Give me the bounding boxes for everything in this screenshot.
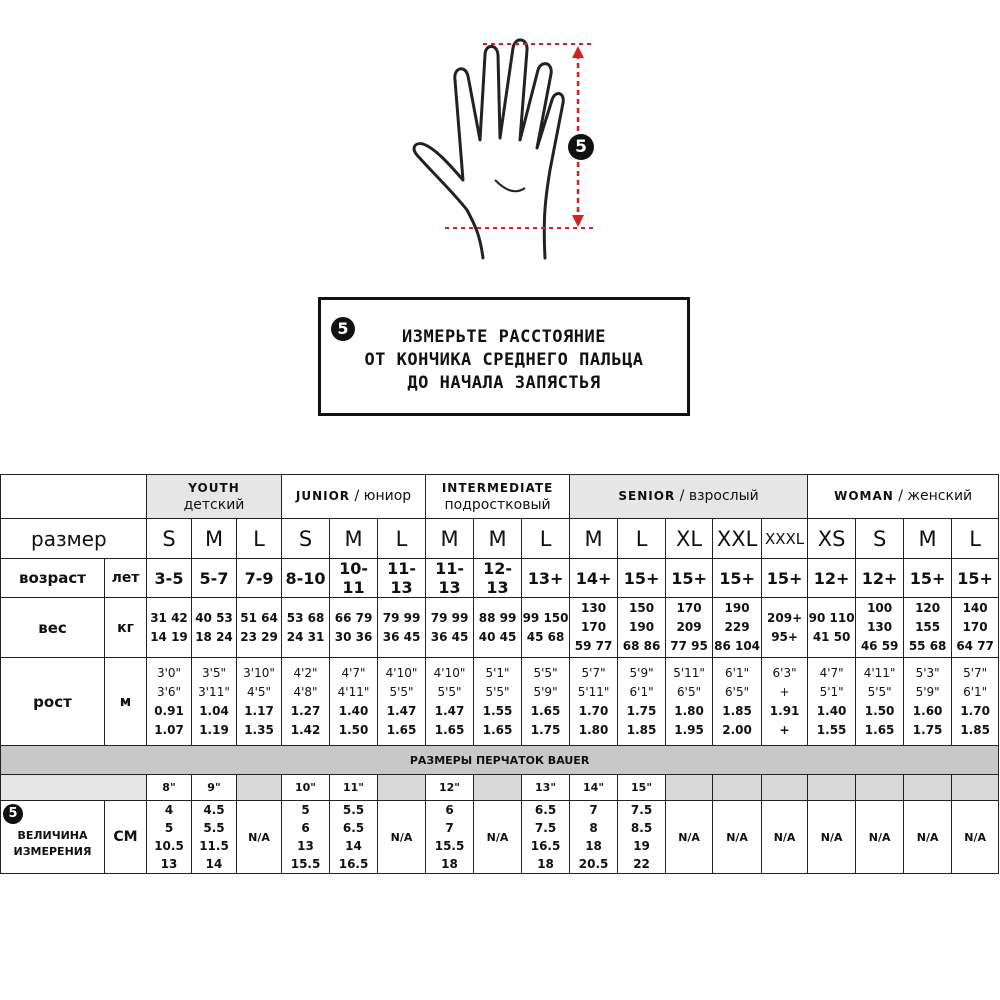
- age-cell: 15+: [713, 559, 762, 598]
- cell-line: 16.5: [530, 839, 561, 853]
- cell-line: 5'1": [819, 684, 844, 699]
- measurement-row: [1, 801, 999, 874]
- measurement-cell: [522, 801, 570, 874]
- height-unit: м: [105, 658, 147, 746]
- cell-line: 1.27: [290, 703, 321, 718]
- cell-line: 6'1": [963, 684, 988, 699]
- cell-line: 5'5": [437, 684, 462, 699]
- cell-line: 15.5: [434, 839, 465, 853]
- glove-size-cell: 8": [147, 775, 192, 801]
- cell-line: 22: [633, 857, 650, 871]
- cell-line: 1.50: [338, 722, 369, 737]
- age-cell: 15+: [904, 559, 952, 598]
- size-cell: XXXL: [762, 519, 808, 559]
- glove-size-cell: [808, 775, 856, 801]
- cell-line: 5'3": [915, 665, 940, 680]
- weight-cell: [237, 598, 282, 658]
- instruction-badge: 5: [331, 317, 355, 341]
- cell-line: 4'10": [385, 665, 418, 680]
- cell-line: 120 155: [915, 601, 941, 634]
- size-cell: M: [426, 519, 474, 559]
- cell-line: 1.65: [530, 703, 561, 718]
- age-cell: 15+: [762, 559, 808, 598]
- cell-line: 51 64: [240, 610, 278, 625]
- measurement-cell: N/A: [666, 801, 713, 874]
- cell-line: 7.5: [630, 803, 653, 817]
- cell-line: 5'5": [389, 684, 414, 699]
- cell-line: 6: [301, 821, 310, 835]
- size-cell: XS: [808, 519, 856, 559]
- cell-line: 6: [445, 803, 454, 817]
- glove-row-label: [1, 775, 147, 801]
- weight-cell: [378, 598, 426, 658]
- cell-line: 1.40: [338, 703, 369, 718]
- glove-size-cell: [237, 775, 282, 801]
- cell-line: 6'5": [677, 684, 702, 699]
- cell-line: 14: [345, 839, 362, 853]
- cell-line: 5'7": [581, 665, 606, 680]
- glove-size-cell: 14": [570, 775, 618, 801]
- cell-line: 1.75: [530, 722, 561, 737]
- measurement-cell: N/A: [762, 801, 808, 874]
- cell-line: 1.47: [434, 703, 465, 718]
- height-cell: [666, 658, 713, 746]
- cell-line: 6'1": [629, 684, 654, 699]
- cell-line: 13: [297, 839, 314, 853]
- height-cell: [282, 658, 330, 746]
- cell-line: 14: [205, 857, 223, 871]
- cell-line: 86 104: [714, 639, 761, 653]
- cell-line: 99 150: [522, 610, 569, 625]
- cell-line: 5.5: [342, 803, 365, 817]
- height-cell: [378, 658, 426, 746]
- cell-line: 5'9": [533, 684, 558, 699]
- cell-line: 1.65: [482, 722, 513, 737]
- group-header-row: [1, 475, 999, 519]
- weight-row: [1, 598, 999, 658]
- cell-line: 6'1": [725, 665, 750, 680]
- cell-line: 24 31: [286, 629, 325, 644]
- glove-size-row: [1, 775, 999, 801]
- weight-cell: [147, 598, 192, 658]
- cell-line: 90 110: [808, 610, 855, 625]
- cell-line: 209+: [767, 610, 803, 625]
- measurement-label: 5 ВЕЛИЧИНА ИЗМЕРЕНИЯ: [1, 801, 105, 874]
- cell-line: +: [779, 684, 790, 699]
- measurement-cell: [426, 801, 474, 874]
- cell-line: 68 86: [622, 639, 661, 653]
- instruction-line-1: ИЗМЕРЬТЕ РАССТОЯНИЕ: [402, 327, 606, 347]
- cell-line: 5'5": [867, 684, 892, 699]
- weight-cell: [330, 598, 378, 658]
- cell-line: 4'10": [433, 665, 466, 680]
- measurement-cell: [192, 801, 237, 874]
- cell-line: 1.42: [290, 722, 321, 737]
- cell-line: 95+: [771, 629, 798, 644]
- height-cell: [808, 658, 856, 746]
- age-cell: 7-9: [237, 559, 282, 598]
- instruction-box: [318, 297, 690, 416]
- measurement-badge: 5: [568, 134, 594, 160]
- age-cell: 12-13: [474, 559, 522, 598]
- cell-line: 5: [164, 821, 174, 835]
- cell-line: 1.35: [244, 722, 274, 737]
- size-cell: M: [474, 519, 522, 559]
- weight-cell: [713, 598, 762, 658]
- weight-cell: [904, 598, 952, 658]
- cell-line: 1.55: [482, 703, 513, 718]
- size-cell: M: [904, 519, 952, 559]
- cell-line: 41 50: [812, 629, 851, 644]
- group-junior: JUNIOR / юниор: [282, 475, 426, 519]
- cell-line: 15.5: [290, 857, 321, 871]
- weight-cell: [666, 598, 713, 658]
- cell-line: 4'11": [863, 665, 896, 680]
- height-cell: [522, 658, 570, 746]
- measurement-row-badge: 5: [3, 804, 23, 824]
- cell-line: 59 77: [574, 639, 613, 653]
- cell-line: 8: [589, 821, 598, 835]
- size-cell: S: [856, 519, 904, 559]
- measurement-cell: N/A: [952, 801, 999, 874]
- height-cell: [147, 658, 192, 746]
- age-cell: 3-5: [147, 559, 192, 598]
- cell-line: 7: [445, 821, 454, 835]
- cell-line: 79 99: [382, 610, 421, 625]
- glove-size-cell: [713, 775, 762, 801]
- cell-line: 77 95: [670, 639, 708, 653]
- measurement-cell: N/A: [237, 801, 282, 874]
- cell-line: 1.55: [816, 722, 847, 737]
- age-cell: 12+: [808, 559, 856, 598]
- size-cell: M: [192, 519, 237, 559]
- measurement-cell: N/A: [808, 801, 856, 874]
- weight-unit: кг: [105, 598, 147, 658]
- cell-line: 18 24: [195, 629, 233, 644]
- cell-line: 16.5: [338, 857, 369, 871]
- cell-line: 14 19: [150, 629, 188, 644]
- age-cell: 10-11: [330, 559, 378, 598]
- cell-line: 5'1": [485, 665, 510, 680]
- cell-line: 1.85: [626, 722, 657, 737]
- cell-line: 140 170: [962, 601, 988, 634]
- cell-line: 170 209: [676, 601, 702, 634]
- size-cell: L: [952, 519, 999, 559]
- cell-line: 1.65: [386, 722, 417, 737]
- cell-line: 13: [160, 857, 178, 871]
- age-cell: 15+: [666, 559, 713, 598]
- cell-line: 20.5: [578, 857, 609, 871]
- weight-cell: [808, 598, 856, 658]
- height-cell: [713, 658, 762, 746]
- age-unit: лет: [105, 559, 147, 598]
- cell-line: 4'11": [337, 684, 370, 699]
- cell-line: 5'11": [673, 665, 705, 680]
- glove-size-cell: [856, 775, 904, 801]
- cell-line: 1.19: [199, 722, 229, 737]
- cell-line: 5'5": [533, 665, 558, 680]
- cell-line: 100 130: [867, 601, 893, 634]
- size-chart-table: [0, 474, 999, 874]
- cell-line: +: [779, 722, 790, 737]
- cell-line: 55 68: [908, 639, 947, 653]
- cell-line: 5: [301, 803, 310, 817]
- measurement-cell: N/A: [856, 801, 904, 874]
- height-cell: [474, 658, 522, 746]
- cell-line: 130 170: [581, 601, 607, 634]
- size-row: [1, 519, 999, 559]
- measurement-cell: N/A: [904, 801, 952, 874]
- cell-line: 190 229: [724, 601, 750, 634]
- measurement-cell: [570, 801, 618, 874]
- measurement-unit: СМ: [105, 801, 147, 874]
- cell-line: 1.17: [244, 703, 274, 718]
- age-cell: 14+: [570, 559, 618, 598]
- cell-line: 11.5: [199, 839, 229, 853]
- size-cell: M: [570, 519, 618, 559]
- cell-line: 1.80: [674, 703, 704, 718]
- age-cell: 5-7: [192, 559, 237, 598]
- size-cell: L: [237, 519, 282, 559]
- size-cell: M: [330, 519, 378, 559]
- banner-row: [1, 746, 999, 775]
- cell-line: 10.5: [154, 839, 184, 853]
- cell-line: 18: [441, 857, 458, 871]
- cell-line: 5'9": [915, 684, 940, 699]
- measurement-cell: N/A: [474, 801, 522, 874]
- cell-line: 6'3": [772, 665, 797, 680]
- size-cell: XXL: [713, 519, 762, 559]
- group-woman: WOMAN / женский: [808, 475, 999, 519]
- weight-cell: [282, 598, 330, 658]
- glove-size-cell: 15": [618, 775, 666, 801]
- cell-line: 1.07: [154, 722, 184, 737]
- cell-line: 3'6": [156, 684, 182, 699]
- cell-line: 1.75: [626, 703, 657, 718]
- cell-line: 1.65: [864, 722, 895, 737]
- glove-size-cell: 11": [330, 775, 378, 801]
- cell-line: 7: [589, 803, 598, 817]
- cell-line: 3'0": [156, 665, 182, 680]
- cell-line: 30 36: [334, 629, 373, 644]
- measurement-cell: N/A: [378, 801, 426, 874]
- glove-size-cell: [952, 775, 999, 801]
- glove-size-cell: [904, 775, 952, 801]
- height-cell: [952, 658, 999, 746]
- weight-cell: [762, 598, 808, 658]
- hand-measurement-diagram: [395, 30, 625, 270]
- cell-line: 45 68: [526, 629, 565, 644]
- measurement-cell: [282, 801, 330, 874]
- cell-line: 2.00: [722, 722, 752, 737]
- age-row: [1, 559, 999, 598]
- glove-size-cell: 13": [522, 775, 570, 801]
- cell-line: 5'11": [577, 684, 610, 699]
- cell-line: 5'7": [963, 665, 988, 680]
- cell-line: 1.95: [674, 722, 704, 737]
- size-cell: L: [618, 519, 666, 559]
- cell-line: 1.04: [199, 703, 229, 718]
- cell-line: 6.5: [342, 821, 365, 835]
- size-label: размер: [1, 519, 147, 559]
- cell-line: 36 45: [382, 629, 421, 644]
- age-label: возраст: [1, 559, 105, 598]
- glove-size-cell: 9": [192, 775, 237, 801]
- measurement-cell: [147, 801, 192, 874]
- cell-line: 4: [164, 803, 174, 817]
- height-cell: [570, 658, 618, 746]
- cell-line: 1.85: [722, 703, 752, 718]
- age-cell: 15+: [618, 559, 666, 598]
- cell-line: 3'11": [198, 684, 230, 699]
- cell-line: 18: [537, 857, 554, 871]
- height-cell: [237, 658, 282, 746]
- cell-line: 4'8": [293, 684, 318, 699]
- weight-cell: [952, 598, 999, 658]
- cell-line: 79 99: [430, 610, 469, 625]
- cell-line: 18: [585, 839, 602, 853]
- size-cell: S: [282, 519, 330, 559]
- cell-line: 6.5: [534, 803, 557, 817]
- cell-line: 8.5: [630, 821, 653, 835]
- instruction-line-3: ДО НАЧАЛА ЗАПЯСТЬЯ: [407, 373, 601, 393]
- height-cell: [762, 658, 808, 746]
- glove-size-cell: [474, 775, 522, 801]
- cell-line: 1.40: [816, 703, 847, 718]
- cell-line: 23 29: [240, 629, 278, 644]
- age-cell: 11-13: [426, 559, 474, 598]
- measurement-cell: [618, 801, 666, 874]
- arrow-up-icon: [572, 46, 584, 58]
- cell-line: 1.85: [960, 722, 990, 737]
- cell-line: 40 53: [195, 610, 233, 625]
- height-cell: [618, 658, 666, 746]
- size-cell: L: [522, 519, 570, 559]
- cell-line: 1.70: [578, 703, 609, 718]
- arrow-down-icon: [572, 215, 584, 227]
- cell-line: 3'10": [243, 665, 275, 680]
- group-youth: YOUTH детский: [147, 475, 282, 519]
- weight-cell: [570, 598, 618, 658]
- cell-line: 40 45: [478, 629, 517, 644]
- bauer-glove-banner: РАЗМЕРЫ ПЕРЧАТОК BAUER: [1, 746, 999, 775]
- corner-cell: [1, 475, 147, 519]
- cell-line: 6'5": [725, 684, 750, 699]
- cell-line: 4.5: [203, 803, 225, 817]
- age-cell: 15+: [952, 559, 999, 598]
- cell-line: 19: [633, 839, 650, 853]
- weight-cell: [474, 598, 522, 658]
- age-cell: 12+: [856, 559, 904, 598]
- cell-line: 31 42: [150, 610, 188, 625]
- cell-line: 7.5: [534, 821, 557, 835]
- cell-line: 4'7": [819, 665, 844, 680]
- weight-cell: [192, 598, 237, 658]
- cell-line: 1.65: [434, 722, 465, 737]
- height-cell: [856, 658, 904, 746]
- cell-line: 46 59: [860, 639, 899, 653]
- age-cell: 11-13: [378, 559, 426, 598]
- measurement-cell: N/A: [713, 801, 762, 874]
- group-intermediate: INTERMEDIATE подростковый: [426, 475, 570, 519]
- cell-line: 4'2": [293, 665, 318, 680]
- cell-line: 36 45: [430, 629, 469, 644]
- glove-size-cell: [666, 775, 713, 801]
- height-cell: [426, 658, 474, 746]
- cell-line: 1.47: [386, 703, 417, 718]
- cell-line: 88 99: [478, 610, 517, 625]
- cell-line: 1.50: [864, 703, 895, 718]
- glove-size-cell: [378, 775, 426, 801]
- weight-cell: [856, 598, 904, 658]
- instruction-line-2: ОТ КОНЧИКА СРЕДНЕГО ПАЛЬЦА: [364, 350, 644, 370]
- cell-line: 1.80: [578, 722, 609, 737]
- age-cell: 8-10: [282, 559, 330, 598]
- height-row: [1, 658, 999, 746]
- cell-line: 1.75: [912, 722, 943, 737]
- cell-line: 150 190: [629, 601, 655, 634]
- measurement-cell: [330, 801, 378, 874]
- height-cell: [192, 658, 237, 746]
- glove-size-cell: 12": [426, 775, 474, 801]
- glove-size-cell: [762, 775, 808, 801]
- height-cell: [904, 658, 952, 746]
- height-cell: [330, 658, 378, 746]
- weight-cell: [522, 598, 570, 658]
- weight-cell: [618, 598, 666, 658]
- cell-line: 1.91: [769, 703, 800, 718]
- age-cell: 13+: [522, 559, 570, 598]
- cell-line: 4'5": [246, 684, 272, 699]
- cell-line: 5'5": [485, 684, 510, 699]
- cell-line: 5'9": [629, 665, 654, 680]
- cell-line: 1.70: [960, 703, 990, 718]
- group-senior: SENIOR / взрослый: [570, 475, 808, 519]
- size-cell: S: [147, 519, 192, 559]
- cell-line: 4'7": [341, 665, 366, 680]
- height-label: рост: [1, 658, 105, 746]
- cell-line: 0.91: [154, 703, 184, 718]
- weight-label: вес: [1, 598, 105, 658]
- glove-size-cell: 10": [282, 775, 330, 801]
- cell-line: 5.5: [203, 821, 225, 835]
- cell-line: 66 79: [334, 610, 373, 625]
- size-cell: L: [378, 519, 426, 559]
- weight-cell: [426, 598, 474, 658]
- cell-line: 1.60: [912, 703, 943, 718]
- cell-line: 53 68: [286, 610, 325, 625]
- cell-line: 64 77: [956, 639, 994, 653]
- cell-line: 3'5": [201, 665, 227, 680]
- size-cell: XL: [666, 519, 713, 559]
